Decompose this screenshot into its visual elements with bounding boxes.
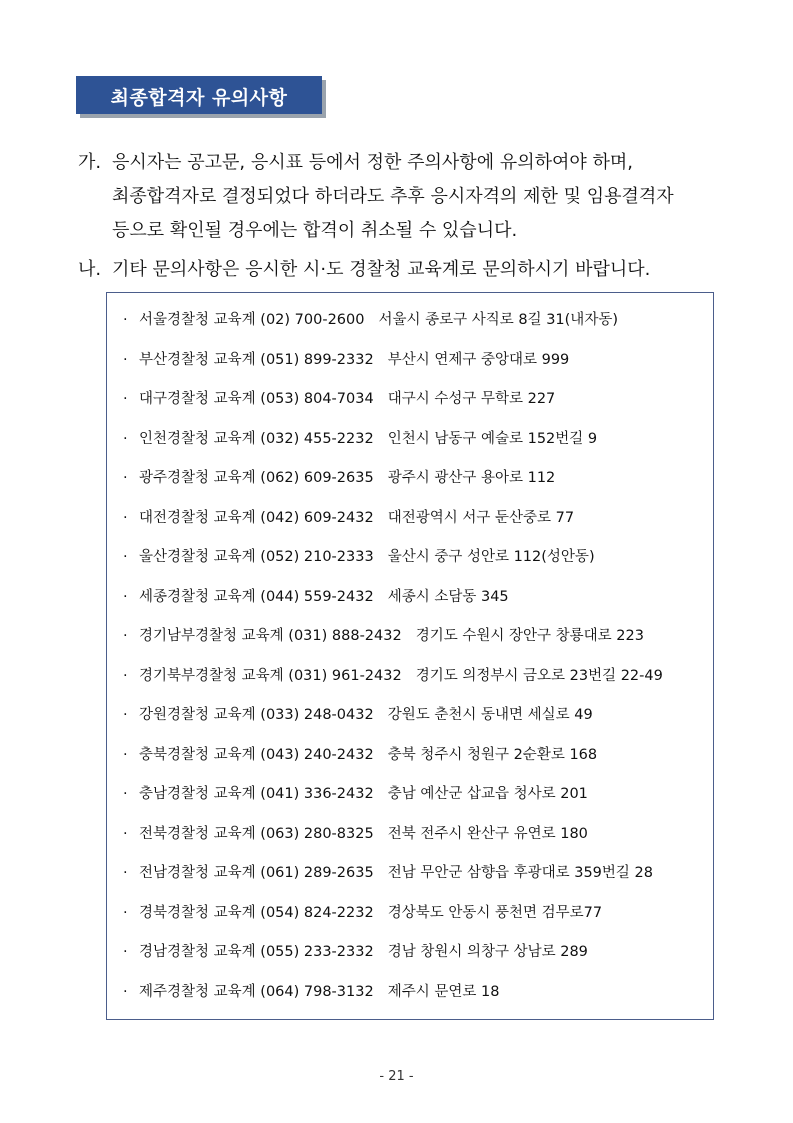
contact-phone: (062) 609-2635 [260,470,374,486]
contact-office: 충북경찰청 교육계 [139,746,256,763]
contact-phone: (032) 455-2232 [260,430,374,447]
contact-bullet: · [123,430,128,447]
paragraph-a-marker: 가. [78,152,102,173]
contact-address: 대구시 수성구 무학로 227 [387,391,556,407]
contact-office: 경기북부경찰청 교육계 [139,667,284,684]
contact-phone: (042) 609-2432 [260,509,374,526]
contact-office: 전남경찰청 교육계 [139,865,256,881]
contact-office: 충남경찰청 교육계 [139,786,256,802]
contact-bullet: · [123,746,128,763]
contact-office: 세종경찰청 교육계 [139,588,256,605]
contact-phone: (054) 824-2232 [260,904,374,921]
contact-row [107,306,713,346]
paragraph-a-line-3: 등으로 확인될 경우에는 합격이 취소될 수 있습니다. [112,220,518,241]
contact-row [107,662,713,702]
contact-row [107,780,713,820]
contact-list-box [106,292,714,1020]
contact-office: 울산경찰청 교육계 [139,549,256,565]
contact-address: 인천시 남동구 예술로 152번길 9 [387,430,598,447]
contact-office: 부산경찰청 교육계 [139,351,256,368]
contact-row [107,464,713,504]
contact-address: 대전광역시 서구 둔산중로 77 [387,509,575,526]
paragraph-a-text-1: 응시자는 공고문, 응시표 등에서 정한 주의사항에 유의하여야 하며, [112,152,633,173]
contact-office: 강원경찰청 교육계 [139,707,256,723]
contact-phone: (031) 888-2432 [288,628,402,644]
contact-row [107,938,713,978]
contact-row [107,583,713,623]
contact-address: 광주시 광산구 용아로 112 [387,470,556,486]
contact-office: 대전경찰청 교육계 [139,509,256,526]
contact-bullet: · [123,312,128,328]
contact-bullet: · [123,588,128,605]
paragraph-a-line-2: 최종합격자로 결정되었다 하더라도 추후 응시자격의 제한 및 임용결격자 [112,186,674,207]
contact-address: 충북 청주시 청원구 2순환로 168 [387,746,598,763]
contact-bullet: · [123,549,128,565]
contact-row [107,701,713,741]
contact-phone: (043) 240-2432 [260,746,374,763]
contact-bullet: · [123,904,128,921]
contact-bullet: · [123,351,128,368]
contact-bullet: · [123,944,128,960]
contact-phone: (031) 961-2432 [288,667,402,684]
contact-row [107,978,713,1018]
contact-address: 세종시 소담동 345 [387,588,509,605]
contact-phone: (041) 336-2432 [260,786,374,802]
contact-phone: (052) 210-2333 [260,549,374,565]
contact-address: 제주시 문연로 18 [387,983,500,1000]
contact-address: 울산시 중구 성안로 112(성안동) [387,549,595,565]
paragraph-b-text: 기타 문의사항은 응시한 시·도 경찰청 교육계로 문의하시기 바랍니다. [112,259,651,280]
contact-bullet: · [123,786,128,802]
contact-row [107,622,713,662]
contact-address: 전남 무안군 삼향읍 후광대로 359번길 28 [387,865,653,881]
contact-bullet: · [123,707,128,723]
section-title-bar [76,76,322,114]
contact-bullet: · [123,470,128,486]
contact-address: 경남 창원시 의창구 상남로 289 [387,944,588,960]
paragraph-a-line-1 [78,146,728,180]
contact-address: 전북 전주시 완산구 유연로 180 [387,825,588,842]
contact-office: 대구경찰청 교육계 [139,391,256,407]
contact-bullet: · [123,628,128,644]
contact-row [107,504,713,544]
contact-phone: (033) 248-0432 [260,707,374,723]
contact-row [107,543,713,583]
contact-office: 광주경찰청 교육계 [139,470,256,486]
contact-phone: (02) 700-2600 [260,312,365,328]
contact-office: 경북경찰청 교육계 [139,904,256,921]
contact-phone: (063) 280-8325 [260,825,374,842]
contact-address: 경기도 의정부시 금오로 23번길 22-49 [415,667,663,684]
contact-bullet: · [123,825,128,842]
contact-phone: (064) 798-3132 [260,983,374,1000]
contact-list [107,306,713,1017]
contact-phone: (051) 899-2332 [260,351,374,368]
section-title: 최종합격자 유의사항 [110,87,288,109]
contact-phone: (061) 289-2635 [260,865,374,881]
contact-bullet: · [123,865,128,881]
contact-row [107,820,713,860]
contact-row [107,899,713,939]
contact-bullet: · [123,983,128,1000]
contact-address: 충남 예산군 삽교읍 청사로 201 [387,786,588,802]
contact-phone: (053) 804-7034 [260,391,374,407]
contact-office: 인천경찰청 교육계 [139,430,256,447]
contact-row [107,741,713,781]
contact-address: 서울시 종로구 사직로 8길 31(내자동) [378,312,618,328]
notice-paragraph-a [78,146,728,248]
contact-office: 경기남부경찰청 교육계 [139,628,284,644]
contact-phone: (044) 559-2432 [260,588,374,605]
contact-office: 제주경찰청 교육계 [139,983,256,1000]
contact-bullet: · [123,667,128,684]
contact-address: 부산시 연제구 중앙대로 999 [387,351,570,368]
contact-row [107,425,713,465]
paragraph-b-marker: 나. [78,259,102,280]
contact-office: 서울경찰청 교육계 [139,312,256,328]
contact-bullet: · [123,509,128,526]
contact-bullet: · [123,391,128,407]
paragraph-b-line [78,253,728,287]
notice-paragraph-b [78,253,728,287]
contact-office: 경남경찰청 교육계 [139,944,256,960]
contact-phone: (055) 233-2332 [260,944,374,960]
contact-office: 전북경찰청 교육계 [139,825,256,842]
page-number: - 21 - [379,1069,414,1084]
contact-address: 경기도 수원시 장안구 창룡대로 223 [415,628,644,644]
contact-row [107,385,713,425]
contact-address: 강원도 춘천시 동내면 세실로 49 [387,707,593,723]
contact-row [107,346,713,386]
contact-address: 경상북도 안동시 풍천면 검무로77 [387,904,603,921]
contact-row [107,859,713,899]
